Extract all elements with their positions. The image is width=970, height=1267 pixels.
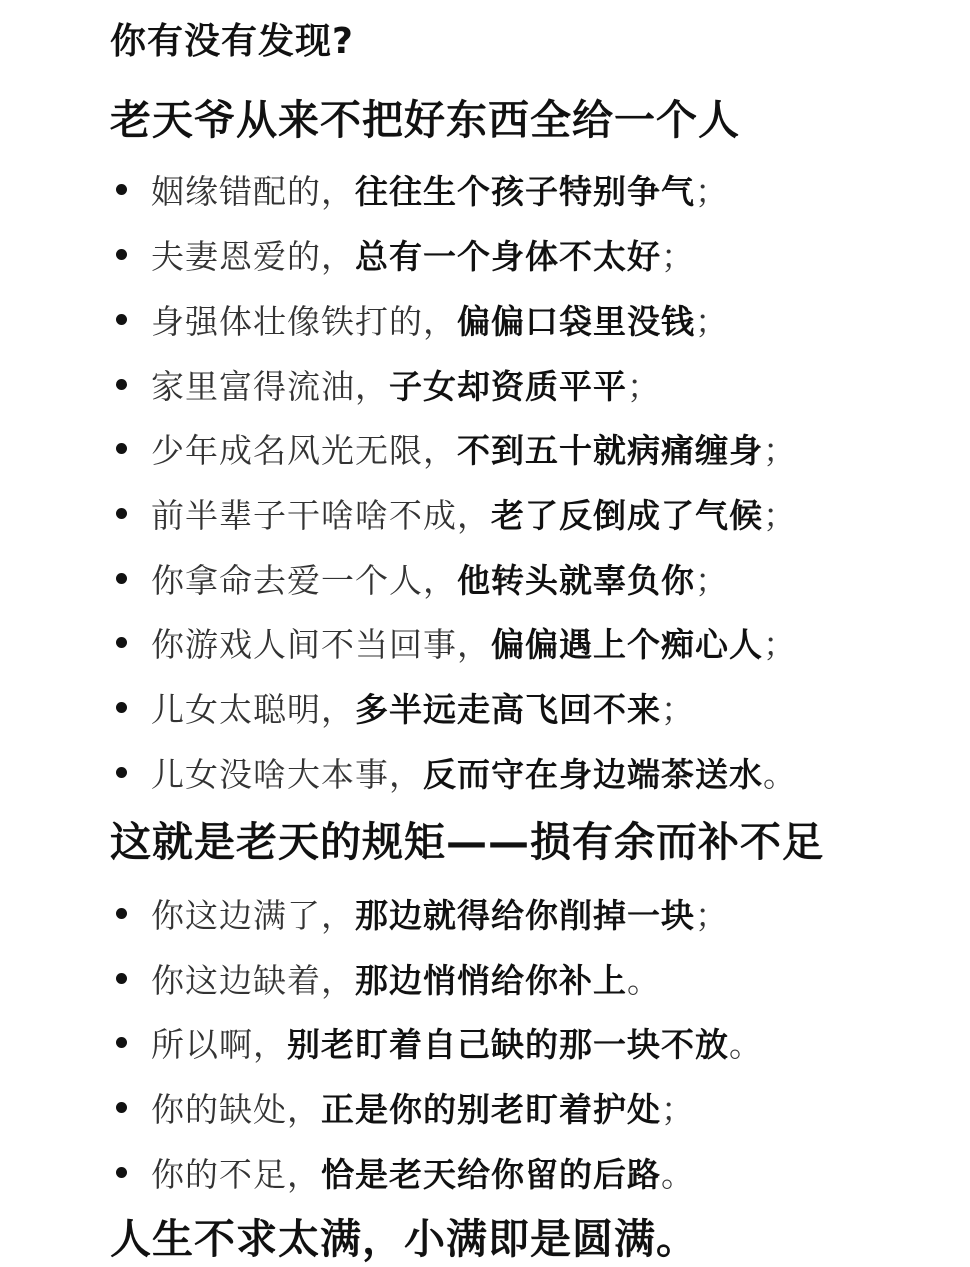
bullet-icon [116,767,127,778]
closing-heading: 人生不求太满，小满即是圆满。 [110,1215,698,1263]
item-plain-text: 所以啊， [151,1024,287,1064]
item-plain-text: 儿女没啥大本事， [151,754,423,794]
item-bold-text: 子女却资质平平 [389,366,627,406]
item-punctuation: ； [695,560,729,600]
item-plain-text: 姻缘错配的， [151,171,355,211]
list-item [116,620,797,664]
item-punctuation: 。 [763,754,797,794]
item-bold-text: 恰是老天给你留的后路 [321,1154,661,1194]
list-item [116,362,661,406]
item-bold-text: 那边就得给你削掉一块 [355,895,695,935]
bullet-icon [116,908,127,919]
item-bold-text: 往往生个孩子特别争气 [355,171,695,211]
bullet-icon [116,249,127,260]
list-item [116,685,695,729]
list-item [116,1085,695,1129]
item-bold-text: 多半远走高飞回不来 [355,689,661,729]
item-plain-text: 你这边满了， [151,895,355,935]
item-punctuation: ； [695,895,729,935]
item-bold-text: 正是你的别老盯着护处 [321,1089,661,1129]
item-bold-text: 总有一个身体不太好 [355,236,661,276]
item-plain-text: 你这边缺着， [151,960,355,1000]
item-plain-text: 前半辈子干啥啥不成， [151,495,491,535]
rule-heading: 这就是老天的规矩——损有余而补不足 [110,818,824,866]
item-punctuation: ； [695,301,729,341]
bullet-icon [116,314,127,325]
bullet-icon [116,637,127,648]
item-bold-text: 偏偏遇上个痴心人 [491,624,763,664]
bullet-icon [116,1167,127,1178]
bullet-icon [116,702,127,713]
item-punctuation: ； [695,171,729,211]
item-punctuation: 。 [729,1024,763,1064]
bullet-icon [116,1037,127,1048]
item-plain-text: 你的不足， [151,1154,321,1194]
item-punctuation: ； [763,624,797,664]
bullet-icon [116,184,127,195]
item-punctuation: 。 [661,1154,695,1194]
list-item [116,426,797,470]
list-item [116,232,695,276]
item-plain-text: 少年成名风光无限， [151,430,457,470]
list-item [116,1020,763,1064]
item-bold-text: 那边悄悄给你补上 [355,960,627,1000]
list-item [116,891,729,935]
thesis-heading: 老天爷从来不把好东西全给一个人 [110,96,740,144]
list-item [116,556,729,600]
bullet-icon [116,1102,127,1113]
item-punctuation: 。 [627,960,661,1000]
item-bold-text: 偏偏口袋里没钱 [457,301,695,341]
item-punctuation: ； [661,689,695,729]
list-item [116,297,729,341]
list-item [116,167,729,211]
bullet-icon [116,573,127,584]
bullet-icon [116,973,127,984]
item-punctuation: ； [763,430,797,470]
item-plain-text: 你的缺处， [151,1089,321,1129]
item-plain-text: 夫妻恩爱的， [151,236,355,276]
item-bold-text: 老了反倒成了气候 [491,495,763,535]
item-punctuation: ； [763,495,797,535]
item-bold-text: 不到五十就病痛缠身 [457,430,763,470]
bullet-icon [116,508,127,519]
item-bold-text: 他转头就辜负你 [457,560,695,600]
item-plain-text: 你拿命去爱一个人， [151,560,457,600]
item-punctuation: ； [661,1089,695,1129]
item-bold-text: 反而守在身边端茶送水 [423,754,763,794]
item-punctuation: ； [627,366,661,406]
bullet-icon [116,443,127,454]
item-plain-text: 儿女太聪明， [151,689,355,729]
item-punctuation: ； [661,236,695,276]
list-item [116,956,661,1000]
list-item [116,1150,695,1194]
item-plain-text: 你游戏人间不当回事， [151,624,491,664]
item-plain-text: 家里富得流油， [151,366,389,406]
item-plain-text: 身强体壮像铁打的， [151,301,457,341]
bullet-icon [116,379,127,390]
item-bold-text: 别老盯着自己缺的那一块不放 [287,1024,729,1064]
intro-heading: 你有没有发现? [110,21,354,62]
list-item [116,491,797,535]
list-item [116,750,797,794]
